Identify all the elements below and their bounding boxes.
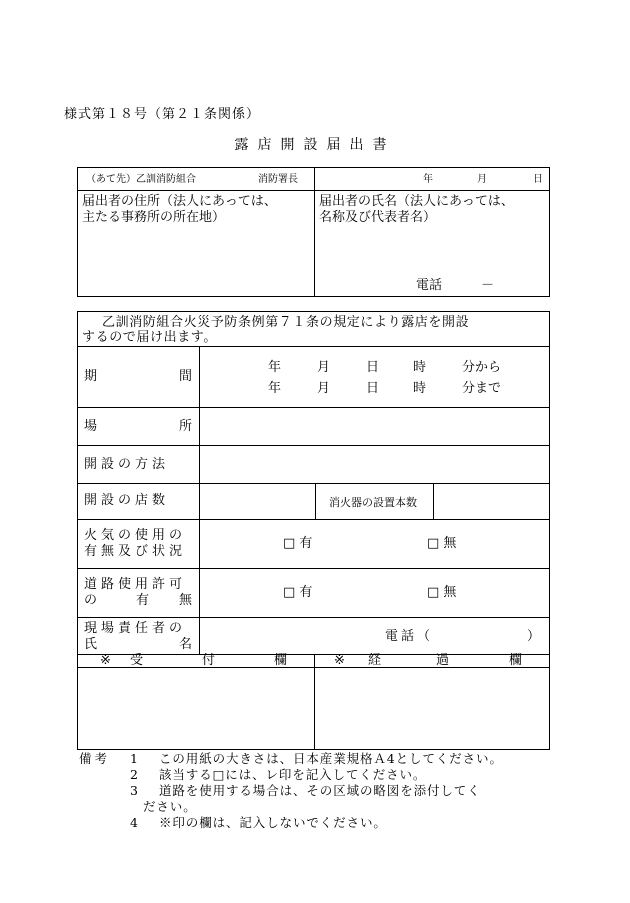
manager-name-field[interactable] [200, 618, 380, 654]
fire-use-label-1: 火気の使用の [84, 528, 187, 543]
manager-label-1: 現場責任者の [84, 621, 187, 636]
road-use-label-2c: 無 [179, 593, 193, 608]
method-label: 開設の方法 [84, 457, 170, 472]
statement-line-1: 乙訓消防組合火災予防条例第７１条の規定により露店を開設 [102, 315, 470, 330]
period-from-day: 日 [366, 360, 380, 375]
reception-a: 受 [130, 653, 144, 668]
period-label-a: 期 [84, 369, 98, 384]
place-label-b: 所 [179, 419, 193, 434]
road-use-yes-checkbox[interactable]: □ 有 [283, 585, 313, 600]
fire-use-yes-checkbox[interactable]: □ 有 [283, 536, 313, 551]
note-number: 2 [130, 767, 138, 782]
note-text: 該当する□には、レ印を記入してください。 [159, 767, 427, 782]
period-from-hour: 時 [413, 360, 427, 375]
place-label-a: 場 [84, 419, 98, 434]
row-divider [78, 519, 549, 520]
extinguisher-label: 消火器の設置本数 [329, 496, 417, 509]
header-table [77, 167, 550, 297]
note-text: ※印の欄は、記入しないでください。 [159, 815, 387, 830]
road-use-no-checkbox[interactable]: □ 無 [427, 585, 457, 600]
applicant-phone-dash: － [481, 278, 495, 293]
period-to-minute: 分まで [462, 381, 502, 396]
manager-label-2b: 名 [179, 637, 193, 652]
header-day: 日 [533, 174, 543, 185]
place-field[interactable] [200, 408, 549, 445]
period-from-minute: 分から [462, 360, 502, 375]
manager-phone-close: ） [527, 629, 541, 644]
chief-label: 消防署長 [258, 174, 298, 185]
addressee-label: （あて先）乙訓消防組合 [86, 174, 196, 185]
road-use-label-2a: の [84, 593, 98, 608]
note-number: 4 [130, 815, 138, 830]
applicant-address-label-1: 届出者の住所（法人にあっては、 [82, 194, 277, 209]
stores-mid-line [315, 483, 316, 519]
header-month: 月 [477, 174, 487, 185]
applicant-phone-label: 電話 [416, 278, 443, 293]
fire-use-no-checkbox[interactable]: □ 無 [427, 536, 457, 551]
notes-section [77, 751, 577, 831]
reception-b: 付 [202, 653, 216, 668]
period-label-b: 間 [179, 369, 193, 384]
manager-phone-label: 電話（ [385, 629, 434, 644]
progress-mark: ※ [334, 653, 345, 668]
header-center-line [314, 168, 315, 296]
note-number: 3 [130, 783, 138, 798]
row-divider [78, 568, 549, 569]
method-field[interactable] [200, 446, 549, 483]
period-to-month: 月 [317, 381, 331, 396]
main-table [77, 311, 550, 750]
note-text: この用紙の大きさは、日本産業規格Ａ4としてください。 [159, 751, 503, 766]
progress-a: 経 [368, 653, 382, 668]
applicant-address-label-2: 主たる事務所の所在地） [82, 210, 226, 225]
reception-c: 欄 [274, 653, 288, 668]
period-to-day: 日 [366, 381, 380, 396]
manager-label-2a: 氏 [84, 637, 98, 652]
form-title: 露店開設届出書 [234, 137, 396, 153]
row-divider [78, 346, 549, 347]
period-from-year: 年 [268, 360, 282, 375]
road-use-label-1: 道路使用許可 [84, 577, 187, 592]
header-year: 年 [423, 174, 433, 185]
note-text: 道路を使用する場合は、その区域の略図を添付してく [159, 783, 481, 798]
extinguisher-field[interactable] [434, 484, 549, 519]
note-number: 1 [130, 751, 138, 766]
fire-use-label-2: 有無及び状況 [84, 544, 187, 559]
bottom-center-line [314, 654, 315, 749]
applicant-name-label-2: 名称及び代表者名） [319, 210, 437, 225]
period-to-year: 年 [268, 381, 282, 396]
progress-b: 過 [436, 653, 450, 668]
stores-field[interactable] [200, 484, 315, 519]
progress-c: 欄 [509, 653, 523, 668]
period-to-hour: 時 [413, 381, 427, 396]
statement-line-2: するので届け出ます。 [82, 330, 217, 345]
road-use-label-2b: 有 [136, 593, 150, 608]
applicant-name-label-1: 届出者の氏名（法人にあっては、 [319, 194, 514, 209]
notes-heading: 備考 [79, 751, 111, 766]
period-from-month: 月 [317, 360, 331, 375]
reception-mark: ※ [100, 653, 111, 668]
stores-label: 開設の店数 [84, 493, 170, 508]
form-number: 様式第１８号（第２１条関係） [64, 107, 261, 122]
note-text-continuation: ださい。 [143, 799, 197, 814]
